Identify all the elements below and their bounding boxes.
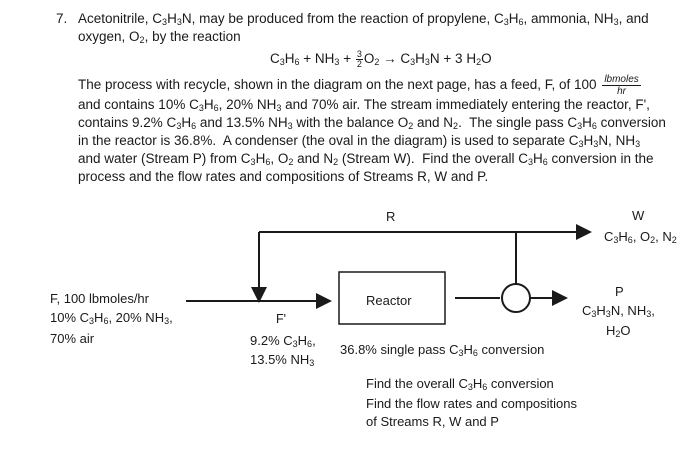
- condenser-oval: [502, 284, 530, 312]
- para-line-3: contains 9.2% $C_3H_6$ and 13.5% $NH_3$ with the balance $O_2$ and $N_2$. The single pass $C_3H_6$ conversion: [78, 115, 666, 131]
- conversion-note: 36.8% single pass $C_3H_6$ conversion: [340, 342, 545, 358]
- problem-line-2: oxygen, $O_2$, by the reaction: [78, 29, 241, 45]
- p-label: P: [615, 284, 624, 299]
- feed-composition-air: 70% air: [50, 331, 95, 346]
- task-flow-rates: Find the flow rates and compositions: [366, 396, 577, 411]
- para-line-1: The process with recycle, shown in the diagram on the next page, has a feed, F, of 100 lbmoles hr: [78, 74, 639, 97]
- feed-composition: 10% $C_3H_6$, 20% $NH_3$,: [50, 310, 173, 326]
- fprime-composition-2: 13.5% $NH_3$: [250, 352, 315, 368]
- w-composition: $C_3H_6$, $O_2$, $N_2$: [604, 229, 677, 245]
- problem-number: 7.: [56, 11, 68, 26]
- w-label: W: [632, 208, 645, 223]
- p-composition-1: $C_3H_3N$, $NH_3$,: [582, 303, 655, 319]
- reaction-equation: $C_3H_6 + NH_3$ + $\frac{3}{2}$ $O_2 \to C_3H_3N + 3$ $H_2O$: [270, 49, 492, 69]
- task-overall-conversion: Find the overall $C_3H_6$ conversion: [366, 376, 554, 392]
- para-line-6: process and the flow rates and compositions of Streams R, W and P.: [78, 169, 489, 184]
- task-streams: of Streams R, W and P: [366, 414, 499, 429]
- p-composition-2: $H_2O$: [606, 323, 631, 339]
- para-line-4: in the reactor is 36.8%. A condenser (the oval in the diagram) is used to separate $C_3H_3N$, $NH_3$: [78, 133, 641, 149]
- fprime-composition-1: 9.2% $C_3H_6$,: [250, 333, 316, 349]
- feed-label: F, 100 lbmoles/hr: [50, 291, 149, 306]
- problem-line-1: Acetonitrile, $C_3H_3N$, may be produced from the reaction of propylene, $C_3H_6$, ammonia, $NH_3$, and: [78, 11, 649, 27]
- reactor-label: Reactor: [366, 293, 412, 308]
- para-line-2: and contains 10% $C_3H_6$, 20% $NH_3$ and 70% air. The stream immediately entering the reactor, F',: [78, 97, 650, 113]
- para-line-5: and water (Stream P) from $C_3H_6$, $O_2$ and $N_2$ (Stream W). Find the overall $C_3H_6$ conversion in the: [78, 151, 654, 167]
- fprime-label: F': [276, 312, 287, 326]
- recycle-label: R: [386, 209, 396, 224]
